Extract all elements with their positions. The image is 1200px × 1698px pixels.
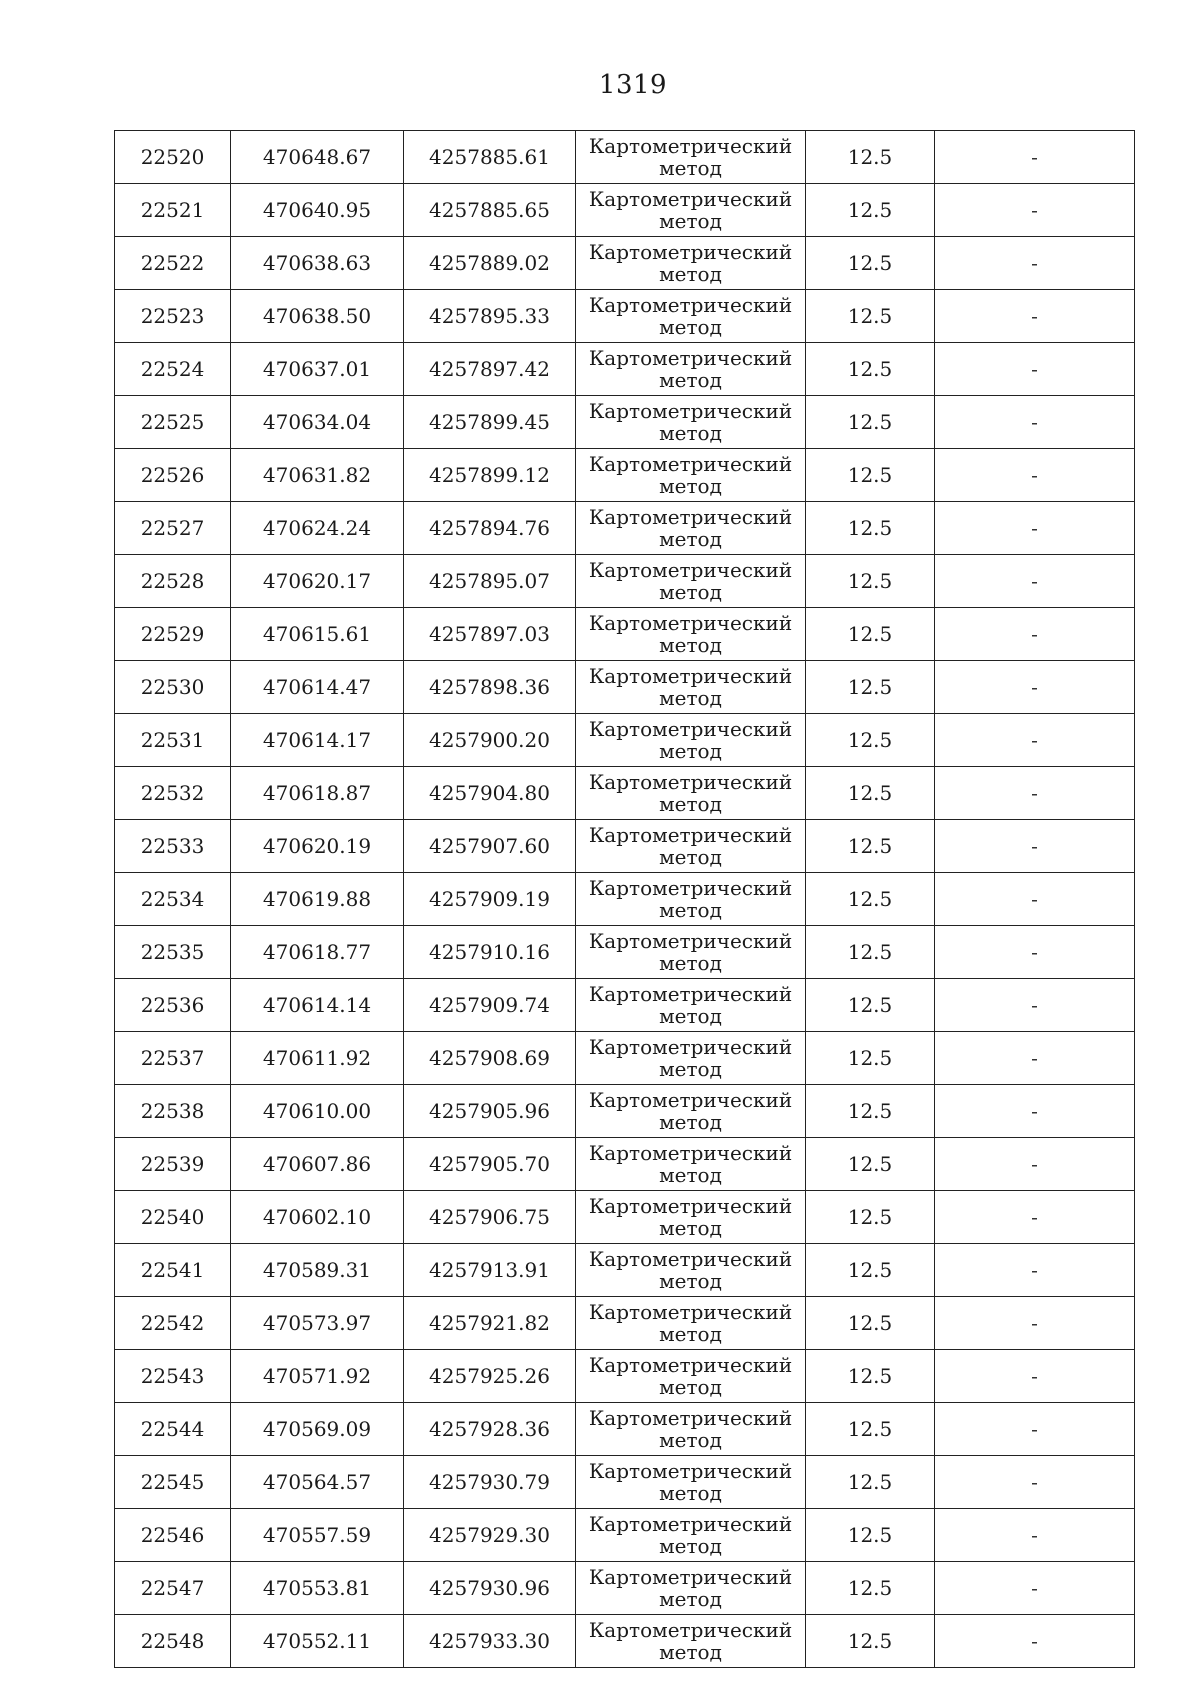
point-id-cell: 22530 xyxy=(115,661,231,714)
y-coordinate-cell: 4257895.07 xyxy=(404,555,576,608)
method-cell xyxy=(576,1191,806,1244)
method-line-2: метод xyxy=(659,1375,722,1399)
point-id-cell: 22521 xyxy=(115,184,231,237)
note-cell: - xyxy=(935,979,1135,1032)
note-cell: - xyxy=(935,237,1135,290)
y-coordinate-cell: 4257933.30 xyxy=(404,1615,576,1668)
x-coordinate-cell: 470589.31 xyxy=(231,1244,404,1297)
y-coordinate-cell: 4257930.79 xyxy=(404,1456,576,1509)
table-row xyxy=(115,1191,1135,1244)
method-line-1: Картометрический xyxy=(588,1141,793,1165)
x-coordinate-cell: 470552.11 xyxy=(231,1615,404,1668)
table-body xyxy=(115,131,1135,1668)
table-row xyxy=(115,290,1135,343)
note-cell: - xyxy=(935,1191,1135,1244)
method-cell xyxy=(576,608,806,661)
method-line-2: метод xyxy=(659,1587,722,1611)
method-line-1: Картометрический xyxy=(588,399,793,423)
x-coordinate-cell: 470602.10 xyxy=(231,1191,404,1244)
accuracy-cell: 12.5 xyxy=(806,343,935,396)
method-cell xyxy=(576,184,806,237)
x-coordinate-cell: 470638.50 xyxy=(231,290,404,343)
method-line-1: Картометрический xyxy=(588,1406,793,1430)
note-cell: - xyxy=(935,820,1135,873)
accuracy-cell: 12.5 xyxy=(806,1615,935,1668)
method-line-1: Картометрический xyxy=(588,1300,793,1324)
method-line-2: метод xyxy=(659,1534,722,1558)
y-coordinate-cell: 4257900.20 xyxy=(404,714,576,767)
table-row xyxy=(115,873,1135,926)
accuracy-cell: 12.5 xyxy=(806,1509,935,1562)
method-line-2: метод xyxy=(659,1004,722,1028)
y-coordinate-cell: 4257909.74 xyxy=(404,979,576,1032)
method-line-2: метод xyxy=(659,1322,722,1346)
y-coordinate-cell: 4257897.42 xyxy=(404,343,576,396)
accuracy-cell: 12.5 xyxy=(806,767,935,820)
note-cell: - xyxy=(935,873,1135,926)
method-line-2: метод xyxy=(659,209,722,233)
point-id-cell: 22523 xyxy=(115,290,231,343)
note-cell: - xyxy=(935,449,1135,502)
table-row xyxy=(115,131,1135,184)
table-row xyxy=(115,1085,1135,1138)
y-coordinate-cell: 4257897.03 xyxy=(404,608,576,661)
note-cell: - xyxy=(935,1403,1135,1456)
note-cell: - xyxy=(935,343,1135,396)
method-line-1: Картометрический xyxy=(588,1247,793,1271)
table-row xyxy=(115,1350,1135,1403)
accuracy-cell: 12.5 xyxy=(806,449,935,502)
note-cell: - xyxy=(935,1244,1135,1297)
accuracy-cell: 12.5 xyxy=(806,873,935,926)
note-cell: - xyxy=(935,396,1135,449)
method-line-2: метод xyxy=(659,1428,722,1452)
note-cell: - xyxy=(935,1456,1135,1509)
method-line-2: метод xyxy=(659,951,722,975)
method-line-2: метод xyxy=(659,527,722,551)
x-coordinate-cell: 470640.95 xyxy=(231,184,404,237)
x-coordinate-cell: 470624.24 xyxy=(231,502,404,555)
point-id-cell: 22537 xyxy=(115,1032,231,1085)
method-cell xyxy=(576,1244,806,1297)
method-line-2: метод xyxy=(659,1481,722,1505)
method-cell xyxy=(576,1138,806,1191)
point-id-cell: 22543 xyxy=(115,1350,231,1403)
table-row xyxy=(115,502,1135,555)
x-coordinate-cell: 470610.00 xyxy=(231,1085,404,1138)
method-line-1: Картометрический xyxy=(588,1194,793,1218)
method-line-1: Картометрический xyxy=(588,293,793,317)
x-coordinate-cell: 470553.81 xyxy=(231,1562,404,1615)
x-coordinate-cell: 470614.47 xyxy=(231,661,404,714)
method-line-2: метод xyxy=(659,898,722,922)
x-coordinate-cell: 470631.82 xyxy=(231,449,404,502)
method-cell xyxy=(576,502,806,555)
method-line-2: метод xyxy=(659,845,722,869)
note-cell: - xyxy=(935,926,1135,979)
y-coordinate-cell: 4257928.36 xyxy=(404,1403,576,1456)
method-line-2: метод xyxy=(659,1057,722,1081)
point-id-cell: 22548 xyxy=(115,1615,231,1668)
point-id-cell: 22528 xyxy=(115,555,231,608)
point-id-cell: 22541 xyxy=(115,1244,231,1297)
x-coordinate-cell: 470648.67 xyxy=(231,131,404,184)
y-coordinate-cell: 4257904.80 xyxy=(404,767,576,820)
note-cell: - xyxy=(935,184,1135,237)
point-id-cell: 22529 xyxy=(115,608,231,661)
accuracy-cell: 12.5 xyxy=(806,608,935,661)
accuracy-cell: 12.5 xyxy=(806,1032,935,1085)
table-row xyxy=(115,767,1135,820)
y-coordinate-cell: 4257929.30 xyxy=(404,1509,576,1562)
point-id-cell: 22536 xyxy=(115,979,231,1032)
x-coordinate-cell: 470620.19 xyxy=(231,820,404,873)
table-row xyxy=(115,1615,1135,1668)
accuracy-cell: 12.5 xyxy=(806,184,935,237)
table-row xyxy=(115,1138,1135,1191)
method-cell xyxy=(576,449,806,502)
point-id-cell: 22533 xyxy=(115,820,231,873)
point-id-cell: 22547 xyxy=(115,1562,231,1615)
method-cell xyxy=(576,767,806,820)
note-cell: - xyxy=(935,1085,1135,1138)
point-id-cell: 22520 xyxy=(115,131,231,184)
note-cell: - xyxy=(935,1350,1135,1403)
accuracy-cell: 12.5 xyxy=(806,979,935,1032)
point-id-cell: 22527 xyxy=(115,502,231,555)
method-line-1: Картометрический xyxy=(588,982,793,1006)
y-coordinate-cell: 4257910.16 xyxy=(404,926,576,979)
method-cell xyxy=(576,343,806,396)
y-coordinate-cell: 4257905.96 xyxy=(404,1085,576,1138)
table-row xyxy=(115,820,1135,873)
x-coordinate-cell: 470607.86 xyxy=(231,1138,404,1191)
method-line-1: Картометрический xyxy=(588,876,793,900)
y-coordinate-cell: 4257906.75 xyxy=(404,1191,576,1244)
method-cell xyxy=(576,661,806,714)
table-row xyxy=(115,661,1135,714)
x-coordinate-cell: 470614.17 xyxy=(231,714,404,767)
y-coordinate-cell: 4257913.91 xyxy=(404,1244,576,1297)
point-id-cell: 22532 xyxy=(115,767,231,820)
accuracy-cell: 12.5 xyxy=(806,131,935,184)
table-row xyxy=(115,1509,1135,1562)
method-line-1: Картометрический xyxy=(588,717,793,741)
method-line-2: метод xyxy=(659,315,722,339)
method-cell xyxy=(576,555,806,608)
method-line-1: Картометрический xyxy=(588,558,793,582)
y-coordinate-cell: 4257885.65 xyxy=(404,184,576,237)
accuracy-cell: 12.5 xyxy=(806,1403,935,1456)
note-cell: - xyxy=(935,767,1135,820)
accuracy-cell: 12.5 xyxy=(806,396,935,449)
y-coordinate-cell: 4257898.36 xyxy=(404,661,576,714)
y-coordinate-cell: 4257905.70 xyxy=(404,1138,576,1191)
accuracy-cell: 12.5 xyxy=(806,237,935,290)
point-id-cell: 22531 xyxy=(115,714,231,767)
method-line-2: метод xyxy=(659,1110,722,1134)
accuracy-cell: 12.5 xyxy=(806,714,935,767)
point-id-cell: 22544 xyxy=(115,1403,231,1456)
table-row xyxy=(115,555,1135,608)
x-coordinate-cell: 470571.92 xyxy=(231,1350,404,1403)
method-line-1: Картометрический xyxy=(588,823,793,847)
method-line-2: метод xyxy=(659,421,722,445)
table-row xyxy=(115,1244,1135,1297)
method-cell xyxy=(576,1403,806,1456)
note-cell: - xyxy=(935,1562,1135,1615)
x-coordinate-cell: 470619.88 xyxy=(231,873,404,926)
note-cell: - xyxy=(935,714,1135,767)
x-coordinate-cell: 470557.59 xyxy=(231,1509,404,1562)
note-cell: - xyxy=(935,290,1135,343)
method-line-2: метод xyxy=(659,739,722,763)
method-line-1: Картометрический xyxy=(588,1088,793,1112)
y-coordinate-cell: 4257885.61 xyxy=(404,131,576,184)
point-id-cell: 22524 xyxy=(115,343,231,396)
x-coordinate-cell: 470614.14 xyxy=(231,979,404,1032)
note-cell: - xyxy=(935,502,1135,555)
table-row xyxy=(115,1403,1135,1456)
y-coordinate-cell: 4257921.82 xyxy=(404,1297,576,1350)
method-line-2: метод xyxy=(659,156,722,180)
y-coordinate-cell: 4257907.60 xyxy=(404,820,576,873)
table-row xyxy=(115,926,1135,979)
method-line-2: метод xyxy=(659,1216,722,1240)
method-line-1: Картометрический xyxy=(588,240,793,264)
accuracy-cell: 12.5 xyxy=(806,290,935,343)
point-id-cell: 22545 xyxy=(115,1456,231,1509)
method-line-2: метод xyxy=(659,1269,722,1293)
point-id-cell: 22542 xyxy=(115,1297,231,1350)
y-coordinate-cell: 4257899.12 xyxy=(404,449,576,502)
method-cell xyxy=(576,1085,806,1138)
method-line-2: метод xyxy=(659,368,722,392)
accuracy-cell: 12.5 xyxy=(806,1085,935,1138)
accuracy-cell: 12.5 xyxy=(806,926,935,979)
y-coordinate-cell: 4257925.26 xyxy=(404,1350,576,1403)
method-cell xyxy=(576,1297,806,1350)
x-coordinate-cell: 470618.77 xyxy=(231,926,404,979)
note-cell: - xyxy=(935,1138,1135,1191)
accuracy-cell: 12.5 xyxy=(806,502,935,555)
method-cell xyxy=(576,1562,806,1615)
point-id-cell: 22535 xyxy=(115,926,231,979)
coordinates-table xyxy=(114,130,1135,1668)
method-line-1: Картометрический xyxy=(588,664,793,688)
method-cell xyxy=(576,1509,806,1562)
accuracy-cell: 12.5 xyxy=(806,1350,935,1403)
table-row xyxy=(115,979,1135,1032)
y-coordinate-cell: 4257889.02 xyxy=(404,237,576,290)
method-line-1: Картометрический xyxy=(588,452,793,476)
note-cell: - xyxy=(935,1615,1135,1668)
method-line-1: Картометрический xyxy=(588,1353,793,1377)
method-line-1: Картометрический xyxy=(588,346,793,370)
table-row xyxy=(115,343,1135,396)
y-coordinate-cell: 4257895.33 xyxy=(404,290,576,343)
x-coordinate-cell: 470573.97 xyxy=(231,1297,404,1350)
table-row xyxy=(115,1297,1135,1350)
method-cell xyxy=(576,1032,806,1085)
table-row xyxy=(115,1456,1135,1509)
method-cell xyxy=(576,396,806,449)
accuracy-cell: 12.5 xyxy=(806,1244,935,1297)
point-id-cell: 22538 xyxy=(115,1085,231,1138)
method-cell xyxy=(576,1615,806,1668)
method-line-2: метод xyxy=(659,686,722,710)
method-line-1: Картометрический xyxy=(588,1512,793,1536)
note-cell: - xyxy=(935,131,1135,184)
table-row xyxy=(115,714,1135,767)
note-cell: - xyxy=(935,1509,1135,1562)
y-coordinate-cell: 4257899.45 xyxy=(404,396,576,449)
point-id-cell: 22526 xyxy=(115,449,231,502)
x-coordinate-cell: 470618.87 xyxy=(231,767,404,820)
accuracy-cell: 12.5 xyxy=(806,661,935,714)
method-line-1: Картометрический xyxy=(588,770,793,794)
method-line-1: Картометрический xyxy=(588,1618,793,1642)
x-coordinate-cell: 470564.57 xyxy=(231,1456,404,1509)
method-cell xyxy=(576,1456,806,1509)
method-line-1: Картометрический xyxy=(588,134,793,158)
table-row xyxy=(115,1562,1135,1615)
method-cell xyxy=(576,714,806,767)
y-coordinate-cell: 4257894.76 xyxy=(404,502,576,555)
x-coordinate-cell: 470637.01 xyxy=(231,343,404,396)
method-cell xyxy=(576,926,806,979)
method-line-2: метод xyxy=(659,1640,722,1664)
accuracy-cell: 12.5 xyxy=(806,555,935,608)
point-id-cell: 22522 xyxy=(115,237,231,290)
x-coordinate-cell: 470611.92 xyxy=(231,1032,404,1085)
method-line-2: метод xyxy=(659,580,722,604)
method-line-2: метод xyxy=(659,474,722,498)
method-line-2: метод xyxy=(659,792,722,816)
y-coordinate-cell: 4257908.69 xyxy=(404,1032,576,1085)
point-id-cell: 22534 xyxy=(115,873,231,926)
y-coordinate-cell: 4257930.96 xyxy=(404,1562,576,1615)
note-cell: - xyxy=(935,1032,1135,1085)
method-line-1: Картометрический xyxy=(588,187,793,211)
table-row xyxy=(115,608,1135,661)
x-coordinate-cell: 470615.61 xyxy=(231,608,404,661)
method-cell xyxy=(576,1350,806,1403)
point-id-cell: 22539 xyxy=(115,1138,231,1191)
table-row xyxy=(115,237,1135,290)
method-line-1: Картометрический xyxy=(588,611,793,635)
point-id-cell: 22540 xyxy=(115,1191,231,1244)
method-line-1: Картометрический xyxy=(588,1565,793,1589)
method-cell xyxy=(576,237,806,290)
method-cell xyxy=(576,979,806,1032)
method-line-1: Картометрический xyxy=(588,1035,793,1059)
accuracy-cell: 12.5 xyxy=(806,1138,935,1191)
x-coordinate-cell: 470634.04 xyxy=(231,396,404,449)
x-coordinate-cell: 470620.17 xyxy=(231,555,404,608)
point-id-cell: 22525 xyxy=(115,396,231,449)
note-cell: - xyxy=(935,555,1135,608)
method-cell xyxy=(576,290,806,343)
method-line-1: Картометрический xyxy=(588,929,793,953)
accuracy-cell: 12.5 xyxy=(806,820,935,873)
table-row xyxy=(115,184,1135,237)
accuracy-cell: 12.5 xyxy=(806,1191,935,1244)
method-line-2: метод xyxy=(659,1163,722,1187)
accuracy-cell: 12.5 xyxy=(806,1562,935,1615)
x-coordinate-cell: 470569.09 xyxy=(231,1403,404,1456)
method-line-2: метод xyxy=(659,633,722,657)
note-cell: - xyxy=(935,608,1135,661)
x-coordinate-cell: 470638.63 xyxy=(231,237,404,290)
y-coordinate-cell: 4257909.19 xyxy=(404,873,576,926)
table-row xyxy=(115,449,1135,502)
method-cell xyxy=(576,131,806,184)
table-row xyxy=(115,1032,1135,1085)
method-cell xyxy=(576,873,806,926)
method-cell xyxy=(576,820,806,873)
method-line-1: Картометрический xyxy=(588,1459,793,1483)
note-cell: - xyxy=(935,1297,1135,1350)
method-line-2: метод xyxy=(659,262,722,286)
accuracy-cell: 12.5 xyxy=(806,1456,935,1509)
page-number: 1319 xyxy=(598,70,668,100)
note-cell: - xyxy=(935,661,1135,714)
table-row xyxy=(115,396,1135,449)
point-id-cell: 22546 xyxy=(115,1509,231,1562)
accuracy-cell: 12.5 xyxy=(806,1297,935,1350)
method-line-1: Картометрический xyxy=(588,505,793,529)
